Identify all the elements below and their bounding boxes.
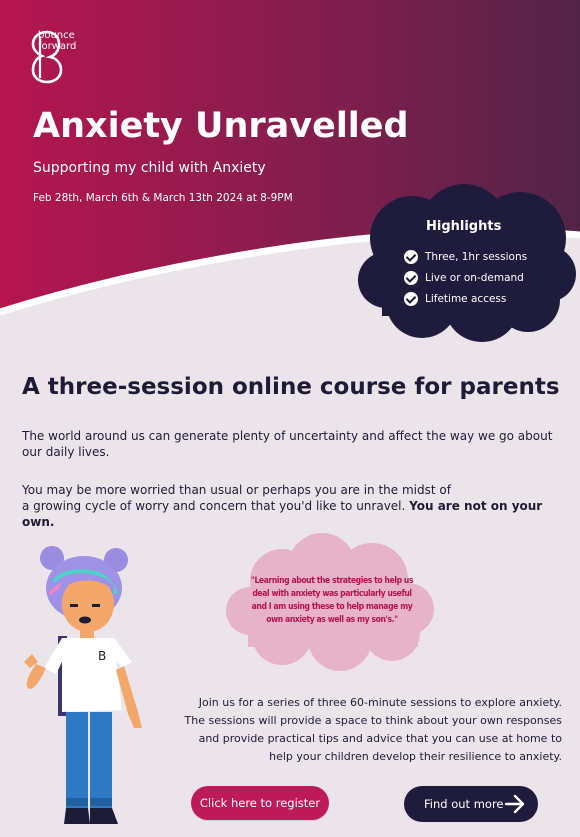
join-paragraph: Join us for a series of three 60-minute sessions to explore anxiety. The sessions will provide a space to think about your own responses and provide practical tips and advice that you can use at home to help your children develop their resilience to anxiety.	[184, 696, 562, 763]
check-circle-icon	[404, 250, 418, 264]
bounce-forward-logo-icon	[30, 30, 64, 84]
worry-line-2: a growing cycle of worry and concern that you'd like to unravel.	[22, 499, 410, 513]
girl-illustration	[10, 542, 150, 834]
highlight-label: Three, 1hr sessions	[425, 250, 528, 263]
quote-text: "Learning about the strategies to help us deal with anxiety was particularly useful and I am using these to help manage my own anxiety as well as my son's."	[250, 576, 414, 625]
highlight-label: Lifetime access	[425, 292, 507, 305]
course-dates: Feb 28th, March 6th & March 13th 2024 at 8-9PM	[33, 192, 293, 204]
brand-logo	[30, 30, 76, 52]
section-heading: A three-session online course for parents	[22, 374, 560, 400]
highlight-item	[404, 246, 527, 267]
logo-word-1: bounce	[38, 30, 75, 41]
check-circle-icon	[404, 292, 418, 306]
highlights-list	[404, 246, 527, 309]
intro-paragraph: The world around us can generate plenty of uncertainty and affect the way we go about our daily lives.	[22, 429, 553, 459]
highlight-item	[404, 267, 527, 288]
page-subtitle: Supporting my child with Anxiety	[33, 160, 266, 176]
register-button[interactable]	[191, 786, 329, 820]
highlights-card	[352, 176, 578, 346]
logo-word-2: forward	[38, 41, 77, 52]
register-button-label: Click here to register	[199, 796, 321, 810]
testimonial-quote	[222, 527, 438, 672]
highlight-label: Live or on-demand	[425, 271, 524, 284]
check-circle-icon	[404, 271, 418, 285]
worry-paragraph	[22, 482, 562, 530]
svg-text:B: B	[98, 649, 107, 663]
highlight-item	[404, 288, 527, 309]
not-alone-emphasis: You are not on your own.	[22, 499, 543, 529]
page-title: Anxiety Unravelled	[33, 106, 409, 146]
worry-line-1: You may be more worried than usual or perhaps you are in the midst of	[22, 483, 451, 497]
find-out-more-button[interactable]	[404, 786, 538, 822]
arrow-right-icon	[504, 794, 526, 814]
highlights-title: Highlights	[426, 219, 502, 234]
find-out-more-label: Find out more	[424, 797, 504, 811]
